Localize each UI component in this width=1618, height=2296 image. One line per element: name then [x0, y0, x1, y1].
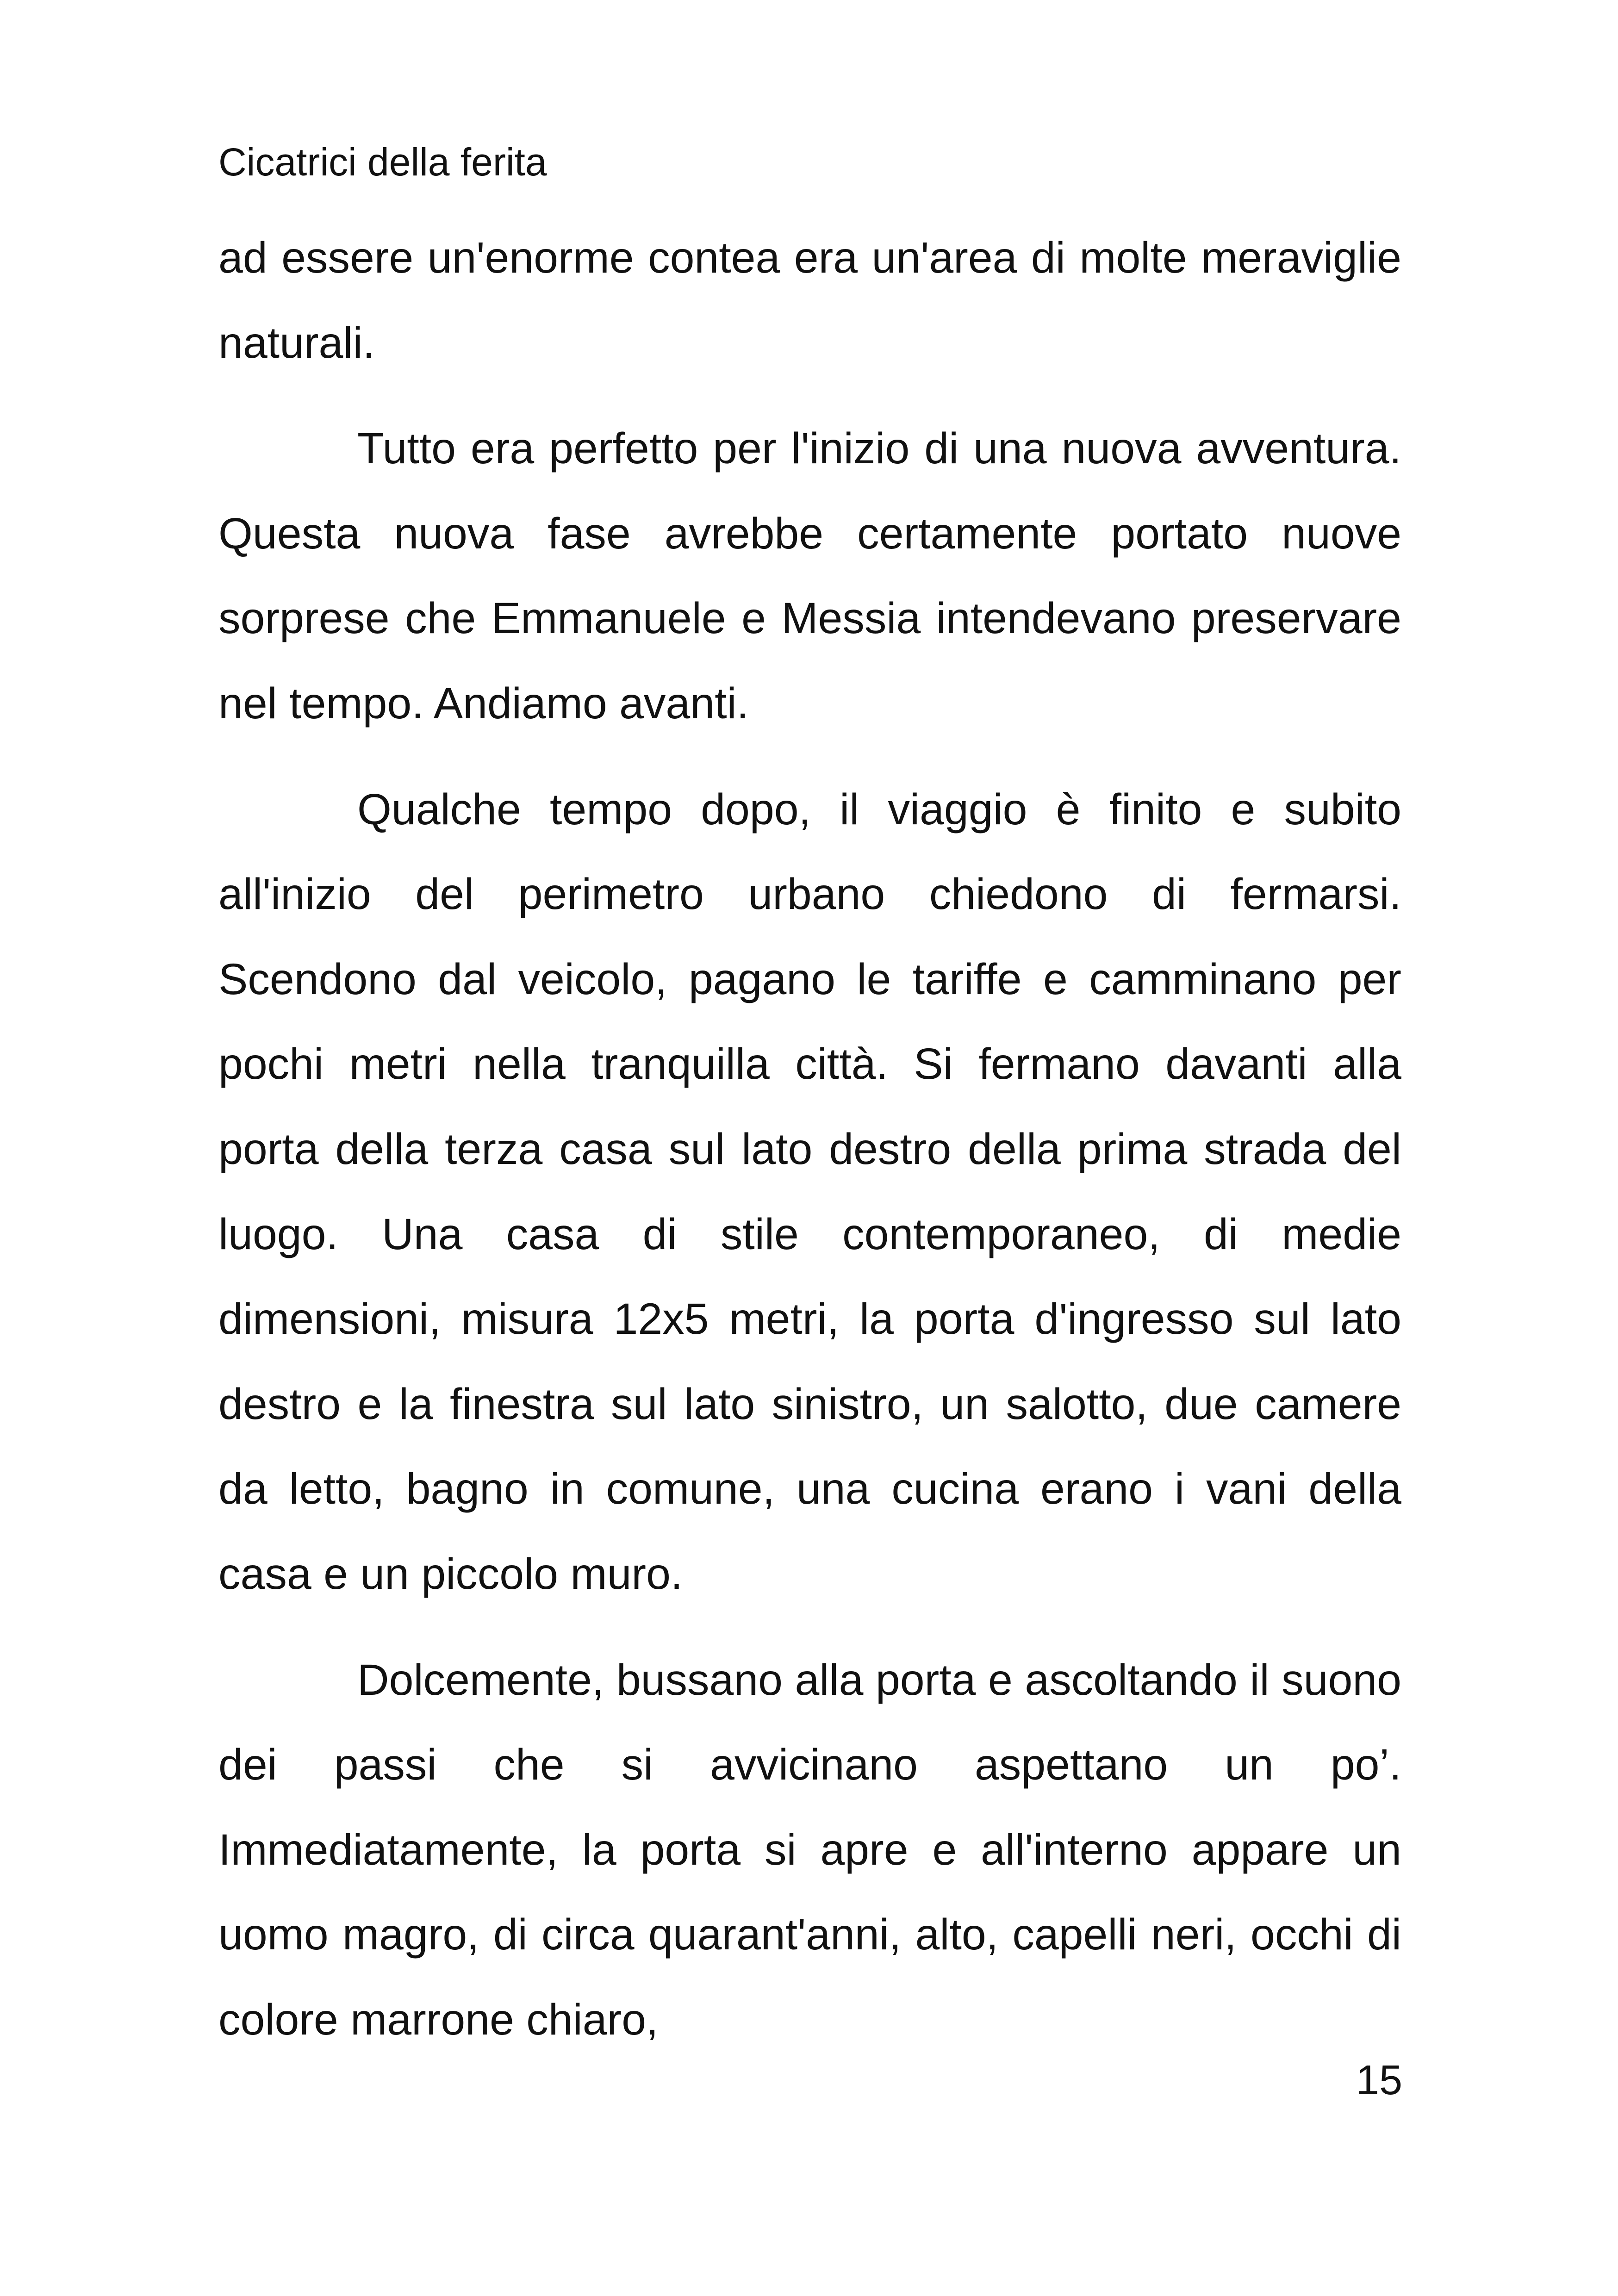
- paragraph-continuation: ad essere un'enorme contea era un'area di molte meraviglie naturali.: [218, 233, 1401, 367]
- page-number: 15: [1356, 2057, 1402, 2103]
- paragraph: Dolcemente, bussano alla porta e ascoltando il suono dei passi che si avvicinano aspettano un po’. Immediatamente, la porta si apre e all'interno appare un uomo magro, di circa quarant'anni, alto, capelli neri, occhi di colore marrone chiaro,: [218, 1655, 1401, 2044]
- paragraph: Qualche tempo dopo, il viaggio è finito e subito all'inizio del perimetro urbano chiedono di fermarsi. Scendono dal veicolo, pagano le tariffe e camminano per pochi metri nella tranquilla città. Si fermano davanti alla porta della terza casa sul lato destro della prima strada del luogo. Una casa di stile contemporaneo, di medie dimensioni, misura 12x5 metri, la porta d'ingresso sul lato destro e la finestra sul lato sinistro, un salotto, due camere da letto, bagno in comune, una cucina erano i vani della casa e un piccolo muro.: [218, 784, 1401, 1599]
- running-header: Cicatrici della ferita: [218, 140, 547, 184]
- body-text: [218, 216, 1401, 2062]
- paragraph: Tutto era perfetto per l'inizio di una nuova avventura. Questa nuova fase avrebbe certamente portato nuove sorprese che Emmanuele e Messia intendevano preservare nel tempo. Andiamo avanti.: [218, 424, 1401, 728]
